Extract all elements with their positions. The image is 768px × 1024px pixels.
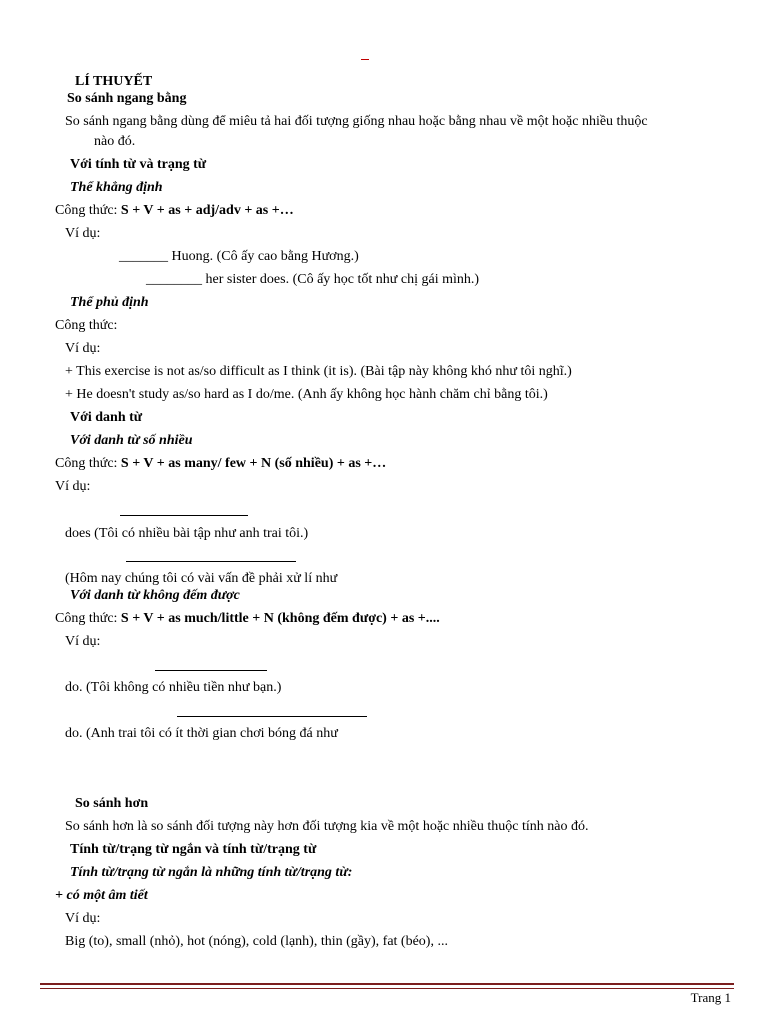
comparative-intro: So sánh hơn là so sánh đối tượng này hơn đối tượng kia về một hoặc nhiều thuộc tính nào đó.	[65, 819, 589, 834]
footer-rule	[40, 983, 734, 985]
uncountable-example-2: do. (Anh trai tôi có ít thời gian chơi bóng đá như	[65, 726, 338, 741]
negative-example-1: + This exercise is not as/so difficult as I think (it is). (Bài tập này không khó như tôi nghĩ.)	[65, 364, 572, 379]
formula-plural: Công thức: S + V + as many/ few + N (số nhiều) + as +…	[55, 456, 387, 471]
example-1: _______ Huong. (Cô ấy cao bằng Hương.)	[119, 249, 359, 264]
intro-line-2: nào đó.	[94, 134, 136, 149]
intro-line-1: So sánh ngang bằng dùng để miêu tả hai đối tượng giống nhau hoặc bằng nhau về một hoặc nhiều thuộc	[65, 114, 648, 129]
plural-example-1: does (Tôi có nhiều bài tập như anh trai tôi.)	[65, 526, 309, 541]
blank-line	[155, 670, 267, 671]
example-label-2: Ví dụ:	[65, 341, 101, 356]
blank-line	[126, 561, 296, 562]
affirmative-heading: Thể khẳng định	[70, 180, 163, 195]
example-2: ________ her sister does. (Cô ấy học tốt như chị gái mình.)	[146, 272, 480, 287]
one-syllable: + có một âm tiết	[55, 888, 148, 903]
negative-example-2: + He doesn't study as/so hard as I do/me. (Anh ấy không học hành chăm chỉ bằng tôi.)	[65, 387, 548, 402]
subsection-adj-adv: Với tính từ và trạng từ	[70, 157, 207, 172]
negative-heading: Thể phủ định	[70, 295, 149, 310]
formula-uncountable: Công thức: S + V + as much/little + N (không đếm được) + as +....	[55, 611, 440, 626]
page-number: Trang 1	[690, 990, 731, 1005]
example-label-5: Ví dụ:	[65, 911, 101, 926]
section-title-equal: So sánh ngang bằng	[67, 91, 187, 106]
section-title-comparative: So sánh hơn	[75, 796, 149, 811]
uncountable-noun-heading: Với danh từ không đếm được	[70, 588, 240, 603]
example-label: Ví dụ:	[65, 226, 101, 241]
formula-affirmative: Công thức: S + V + as + adj/adv + as +…	[55, 203, 294, 218]
example-label-4: Ví dụ:	[65, 634, 101, 649]
example-label-3: Ví dụ:	[55, 479, 91, 494]
uncountable-example-1: do. (Tôi không có nhiều tiền như bạn.)	[65, 680, 282, 695]
plural-noun-heading: Với danh từ số nhiều	[70, 433, 193, 448]
heading-ly-thuyet: LÍ THUYẾT	[75, 74, 153, 89]
blank-line	[177, 716, 367, 717]
subsection-short-adj: Tính từ/trạng từ ngắn và tính từ/trạng từ	[70, 842, 317, 857]
blank-line	[120, 515, 248, 516]
footer-rule-thin	[40, 988, 734, 989]
formula-negative-label: Công thức:	[55, 318, 118, 333]
short-adj-definition: Tính từ/trạng từ ngắn là những tính từ/trạng từ:	[70, 865, 353, 880]
subsection-noun: Với danh từ	[70, 410, 143, 425]
top-red-mark	[361, 59, 369, 60]
short-adj-examples: Big (to), small (nhỏ), hot (nóng), cold (lạnh), thin (gầy), fat (béo), ...	[65, 934, 448, 949]
plural-example-2: (Hôm nay chúng tôi có vài vấn đề phải xử lí như	[65, 571, 338, 586]
